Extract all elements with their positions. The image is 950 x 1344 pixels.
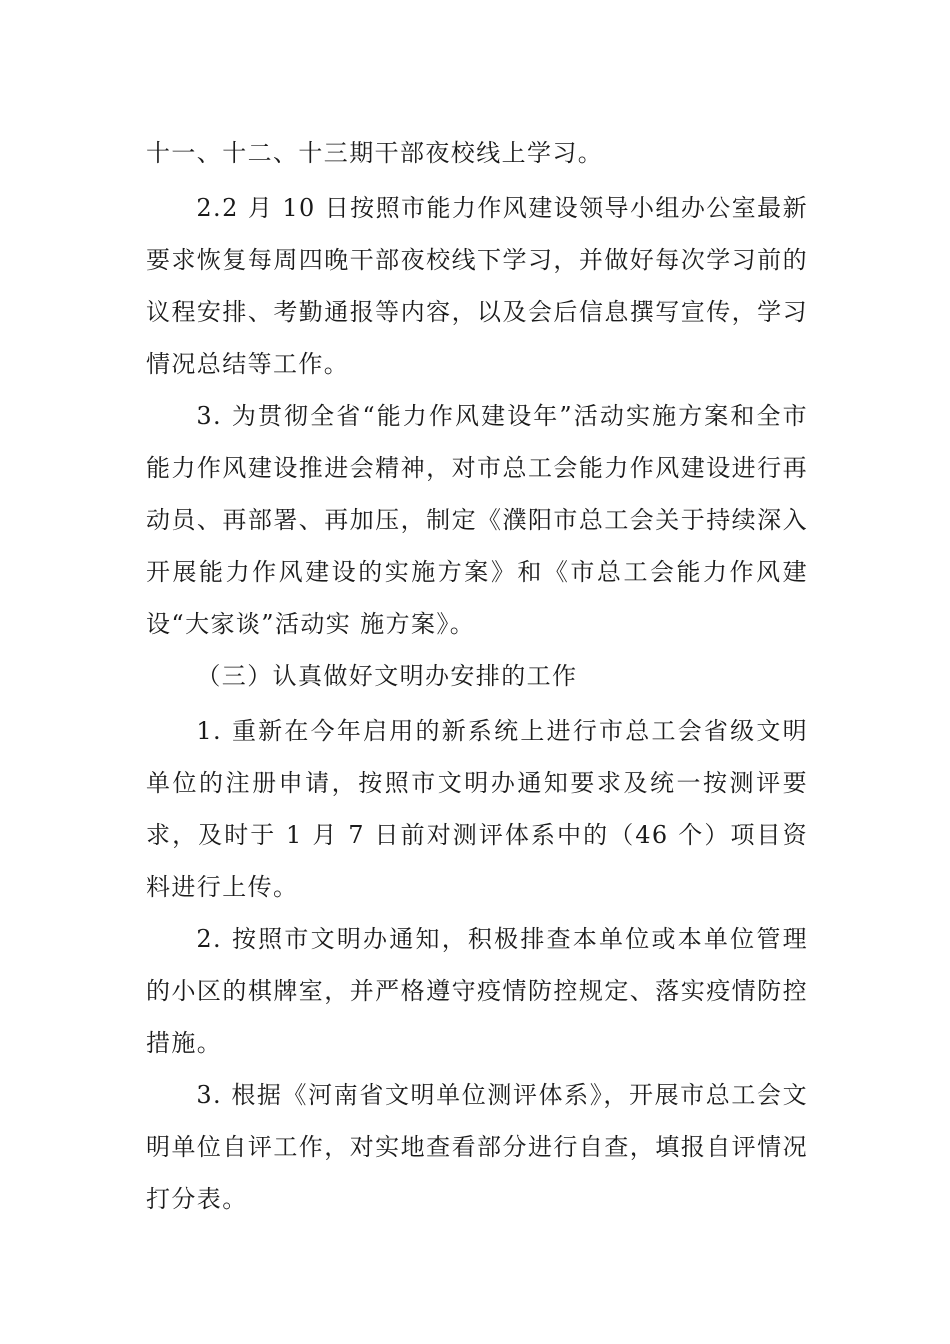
section-heading-3: （三）认真做好文明办安排的工作: [196, 662, 578, 690]
paragraph-civilization-3: 3. 根据《河南省文明单位测评体系》，开展市总工会文明单位自评工作，对实地查看部分进行自查，填报自评情况打分表。: [146, 1081, 808, 1213]
paragraph-item-2: 2.2 月 10 日按照市能力作风建设领导小组办公室最新要求恢复每周四晚干部夜校线下学习，并做好每次学习前的议程安排、考勤通报等内容，以及会后信息撰写宣传，学习情况总结等工作。: [146, 194, 808, 378]
paragraph-civilization-2: 2. 按照市文明办通知，积极排查本单位或本单位管理的小区的棋牌室，并严格遵守疫情防控规定、落实疫情防控措施。: [146, 925, 808, 1057]
document-body: [146, 127, 808, 1225]
paragraph-item-3: 3. 为贯彻全省“能力作风建设年”活动实施方案和全市能力作风建设推进会精神，对市总工会能力作风建设进行再动员、再部署、再加压，制定《濮阳市总工会关于持续深入开展能力作风建设的实施方案》和《市总工会能力作风建设“大家谈”活动实 施方案》。: [146, 402, 808, 638]
paragraph-continuation: 十一、十二、十三期干部夜校线上学习。: [146, 139, 604, 167]
paragraph-civilization-1: 1. 重新在今年启用的新系统上进行市总工会省级文明单位的注册申请，按照市文明办通知要求及统一按测评要求，及时于 1 月 7 日前对测评体系中的（46 个）项目资料进行上传。: [146, 717, 808, 901]
